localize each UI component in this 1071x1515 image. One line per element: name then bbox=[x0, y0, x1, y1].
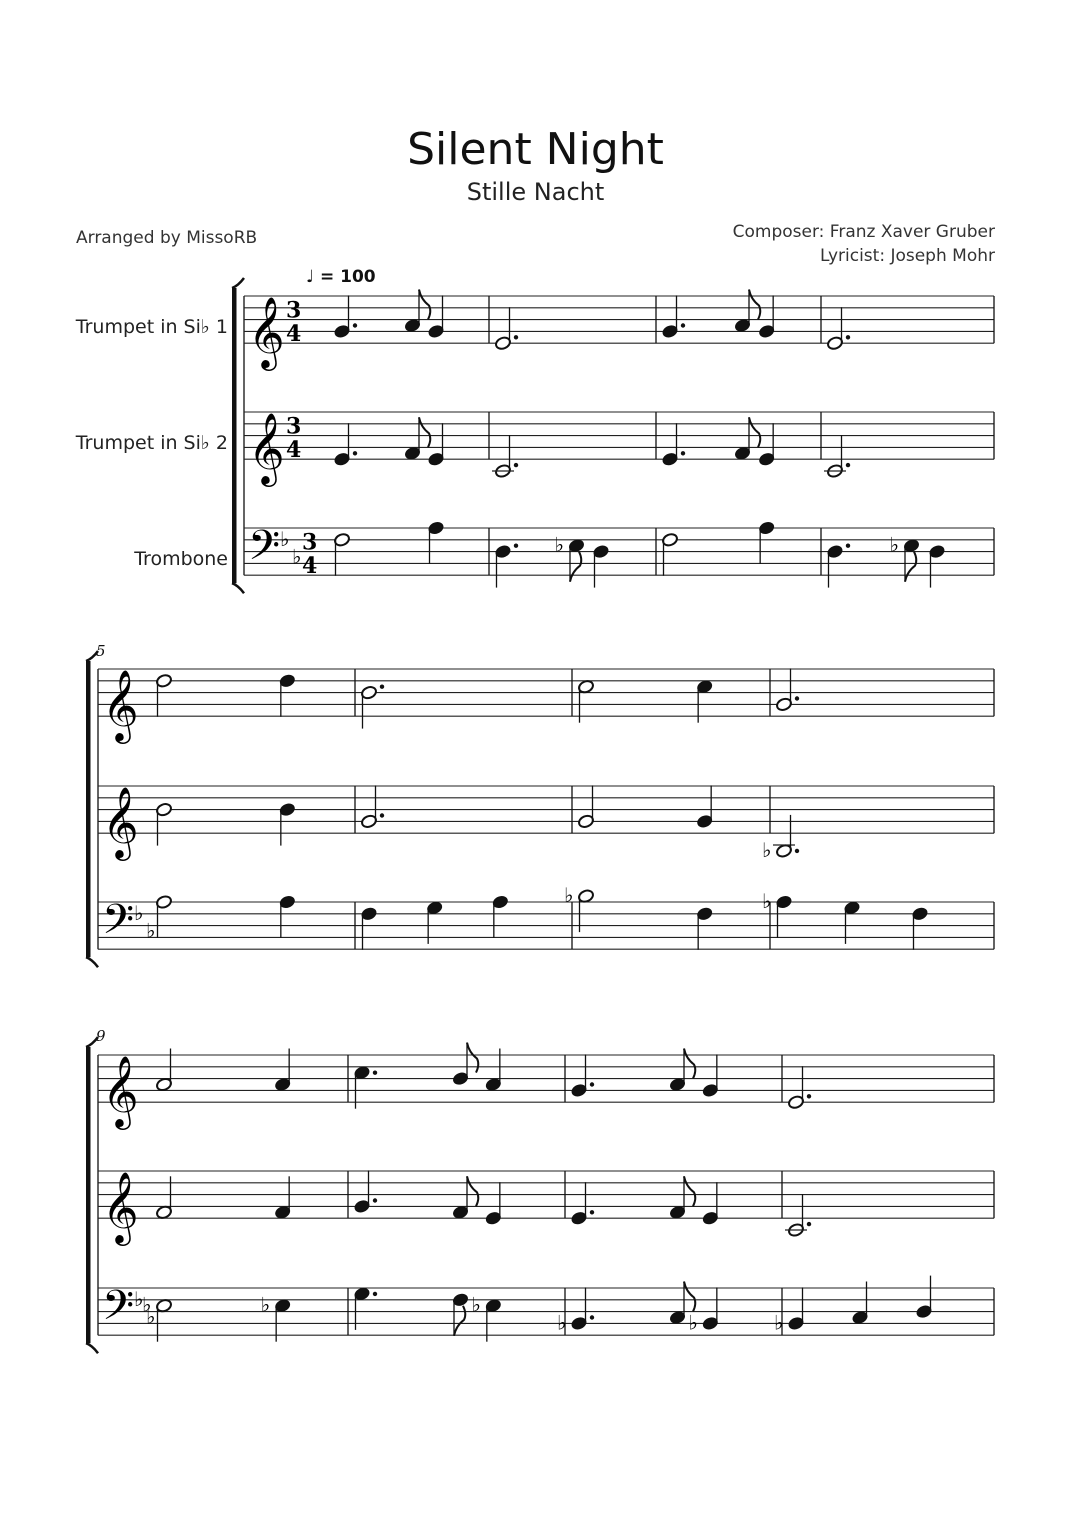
composer-credit: Composer: Franz Xaver Gruber bbox=[732, 222, 995, 242]
note bbox=[360, 906, 377, 950]
time-signature-numerator: 3 bbox=[302, 529, 318, 556]
flag bbox=[570, 552, 581, 582]
augmentation-dot bbox=[590, 1210, 594, 1214]
system-bracket bbox=[86, 1343, 98, 1353]
note bbox=[155, 673, 172, 717]
augmentation-dot bbox=[353, 323, 357, 327]
augmentation-dot bbox=[795, 696, 799, 700]
flag bbox=[905, 552, 916, 582]
note bbox=[485, 1182, 502, 1226]
augmentation-dot bbox=[590, 1082, 594, 1086]
instrument-label-trombone: Trombone bbox=[134, 548, 228, 570]
treble-clef-icon: 𝄞 bbox=[102, 785, 139, 859]
augmentation-dot bbox=[373, 1292, 377, 1296]
treble-clef-icon: 𝄞 bbox=[102, 1054, 139, 1128]
accidental-flat-icon: ♭ bbox=[471, 1292, 481, 1317]
note bbox=[826, 544, 850, 588]
augmentation-dot bbox=[514, 463, 518, 467]
system-bracket bbox=[232, 583, 244, 593]
flag bbox=[749, 290, 760, 320]
flag bbox=[684, 1049, 695, 1079]
key-signature-flat-icon: ♭ bbox=[280, 526, 290, 551]
treble-clef-icon: 𝄞 bbox=[248, 411, 285, 485]
augmentation-dot bbox=[590, 1315, 594, 1319]
treble-clef-icon: 𝄞 bbox=[248, 295, 285, 369]
augmentation-dot bbox=[795, 849, 799, 853]
note bbox=[492, 435, 518, 479]
staff-trombone bbox=[98, 902, 994, 949]
accidental-flat-icon: ♭ bbox=[142, 1292, 152, 1317]
tempo-marking bbox=[306, 267, 376, 287]
measure-number: 5 bbox=[96, 642, 106, 660]
note bbox=[494, 544, 518, 588]
note bbox=[826, 307, 850, 351]
note bbox=[911, 906, 928, 950]
key-signature-flat-icon: ♭ bbox=[146, 1304, 156, 1329]
note bbox=[661, 295, 685, 339]
augmentation-dot bbox=[681, 323, 685, 327]
note bbox=[494, 307, 518, 351]
note bbox=[915, 1276, 932, 1320]
flag bbox=[467, 1176, 478, 1206]
flag bbox=[467, 1043, 478, 1073]
staff-trumpet1 bbox=[98, 669, 994, 716]
staff-trumpet2 bbox=[98, 1171, 994, 1218]
accidental-flat-icon: ♭ bbox=[557, 1310, 567, 1335]
key-signature-flat-icon: ♭ bbox=[134, 900, 144, 925]
bass-clef-icon: 𝄢 bbox=[248, 521, 281, 580]
note bbox=[661, 423, 685, 467]
accidental-flat-icon: ♭ bbox=[889, 532, 899, 557]
note bbox=[333, 532, 350, 576]
page-subtitle: Stille Nacht bbox=[466, 178, 605, 206]
note bbox=[758, 295, 775, 339]
note bbox=[787, 1066, 811, 1110]
time-signature-numerator: 3 bbox=[286, 297, 302, 324]
quarter-note-icon: ♩ bbox=[306, 267, 315, 287]
augmentation-dot bbox=[846, 463, 850, 467]
note bbox=[785, 1194, 811, 1238]
time-signature-denominator: 4 bbox=[286, 437, 302, 464]
note bbox=[427, 520, 444, 564]
instrument-label-trumpet-1: Trumpet in Si♭ 1 bbox=[75, 316, 228, 338]
treble-clef-icon: 𝄞 bbox=[102, 1170, 139, 1244]
augmentation-dot bbox=[846, 544, 850, 548]
staff-trumpet1 bbox=[98, 1055, 994, 1102]
note bbox=[702, 1182, 719, 1226]
accidental-flat-icon: ♭ bbox=[774, 1310, 784, 1335]
key-signature-flat-icon: ♭ bbox=[292, 544, 302, 569]
note bbox=[353, 1170, 377, 1214]
note bbox=[155, 894, 172, 938]
augmentation-dot bbox=[681, 451, 685, 455]
time-signature-denominator: 4 bbox=[286, 321, 302, 348]
note bbox=[696, 906, 713, 950]
note bbox=[787, 1287, 804, 1331]
note bbox=[279, 802, 296, 846]
note bbox=[758, 423, 775, 467]
accidental-flat-icon: ♭ bbox=[554, 532, 564, 557]
note bbox=[775, 668, 799, 712]
note bbox=[696, 785, 713, 829]
time-signature-numerator: 3 bbox=[286, 413, 302, 440]
flag bbox=[749, 417, 760, 447]
note bbox=[570, 1182, 594, 1226]
key-signature-flat-icon: ♭ bbox=[134, 1286, 144, 1311]
arranger-credit: Arranged by MissoRB bbox=[76, 228, 258, 248]
augmentation-dot bbox=[846, 335, 850, 339]
note bbox=[577, 785, 594, 829]
flag bbox=[419, 290, 430, 320]
note bbox=[333, 423, 357, 467]
instrument-label-trumpet-2: Trumpet in Si♭ 2 bbox=[75, 432, 228, 454]
note bbox=[279, 894, 296, 938]
flag bbox=[684, 1176, 695, 1206]
note bbox=[360, 685, 384, 729]
accidental-flat-icon: ♭ bbox=[762, 889, 772, 913]
flag bbox=[454, 1306, 465, 1336]
augmentation-dot bbox=[373, 1071, 377, 1075]
note bbox=[279, 673, 296, 717]
note bbox=[333, 295, 357, 339]
augmentation-dot bbox=[380, 685, 384, 689]
augmentation-dot bbox=[380, 813, 384, 817]
note bbox=[592, 544, 609, 588]
system-bracket bbox=[232, 278, 244, 288]
note bbox=[155, 802, 172, 846]
tempo-value: = 100 bbox=[319, 267, 376, 287]
staff-trombone bbox=[244, 528, 994, 575]
key-signature-flat-icon: ♭ bbox=[146, 918, 156, 943]
flag bbox=[684, 1282, 695, 1312]
note bbox=[928, 544, 945, 588]
note bbox=[452, 1292, 469, 1336]
note bbox=[824, 435, 850, 479]
note bbox=[570, 1054, 594, 1098]
note bbox=[661, 532, 678, 576]
accidental-flat-icon: ♭ bbox=[762, 837, 772, 862]
accidental-flat-icon: ♭ bbox=[688, 1310, 698, 1335]
accidental-flat-icon: ♭ bbox=[260, 1292, 271, 1317]
note bbox=[775, 894, 792, 938]
augmentation-dot bbox=[373, 1198, 377, 1202]
note bbox=[758, 520, 775, 564]
system-bracket bbox=[86, 957, 98, 967]
time-signature-denominator: 4 bbox=[302, 553, 318, 580]
augmentation-dot bbox=[807, 1222, 811, 1226]
lyricist-credit: Lyricist: Joseph Mohr bbox=[820, 246, 995, 266]
system-bracket bbox=[232, 288, 237, 583]
augmentation-dot bbox=[353, 451, 357, 455]
note bbox=[702, 1287, 719, 1331]
system-bracket bbox=[86, 661, 91, 957]
accidental-flat-icon: ♭ bbox=[564, 883, 574, 908]
flag bbox=[419, 417, 430, 447]
system-bracket bbox=[86, 1047, 91, 1343]
staff-trumpet1 bbox=[244, 296, 994, 343]
augmentation-dot bbox=[514, 544, 518, 548]
bass-clef-icon: 𝄢 bbox=[102, 1281, 135, 1340]
augmentation-dot bbox=[807, 1094, 811, 1098]
augmentation-dot bbox=[514, 335, 518, 339]
note bbox=[702, 1054, 719, 1098]
treble-clef-icon: 𝄞 bbox=[102, 668, 139, 742]
staff-trumpet2 bbox=[98, 786, 994, 833]
bass-clef-icon: 𝄢 bbox=[102, 895, 135, 954]
note bbox=[570, 1287, 594, 1331]
note bbox=[492, 894, 509, 938]
note bbox=[452, 1043, 478, 1087]
measure-number: 9 bbox=[96, 1027, 106, 1045]
staff-trombone bbox=[98, 1288, 994, 1335]
note bbox=[360, 785, 384, 829]
page-title: Silent Night bbox=[407, 124, 664, 175]
